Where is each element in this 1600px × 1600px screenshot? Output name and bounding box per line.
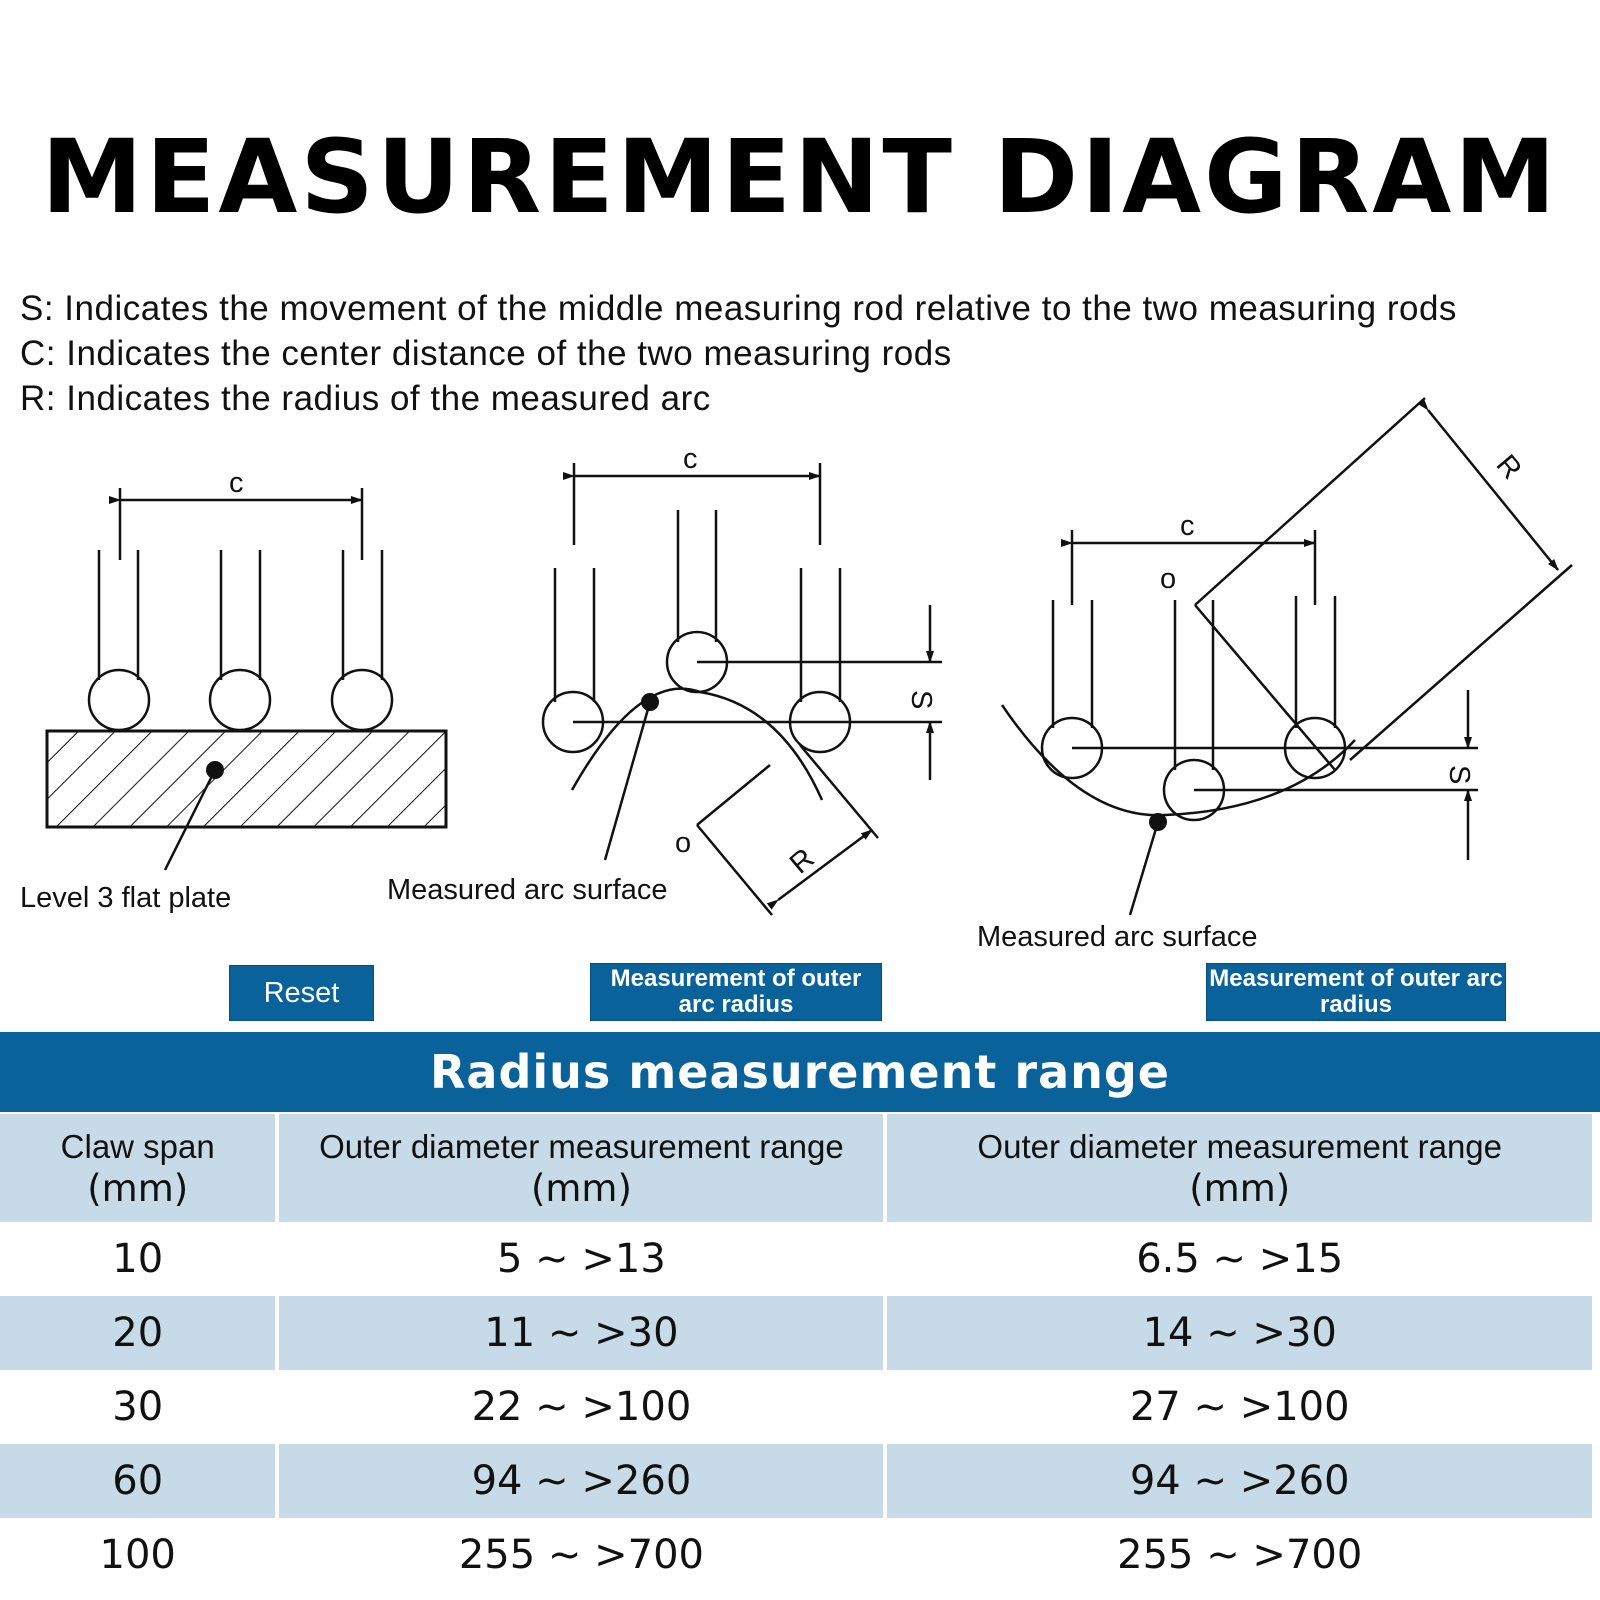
flat-plate-diagram: [47, 488, 446, 870]
cell-range-2: 94 ~ >260: [887, 1444, 1592, 1518]
cell-claw-span: 60: [0, 1444, 275, 1518]
measuring-rod-left: [1042, 600, 1102, 778]
cell-claw-span: 20: [0, 1296, 275, 1370]
measuring-rod-right: [1285, 596, 1345, 778]
cell-range-2: 14 ~ >30: [887, 1296, 1592, 1370]
label-c-2: c: [683, 443, 698, 475]
measuring-rod-left: [89, 550, 149, 730]
caption-arc-2: Measured arc surface: [977, 921, 1258, 953]
table-row: [0, 1296, 1592, 1370]
measuring-rod-middle: [210, 550, 270, 730]
label-c-1: c: [229, 467, 244, 499]
cell-range-1: 22 ~ >100: [279, 1370, 883, 1444]
table-row: [0, 1518, 1592, 1592]
header-claw-span: Claw span (mm): [0, 1114, 275, 1222]
label-r-3: R: [1489, 448, 1528, 486]
table-header-row: [0, 1114, 1592, 1222]
outer-arc-diagram: [543, 463, 942, 915]
table-title: Radius measurement range: [0, 1032, 1600, 1112]
cell-claw-span: 30: [0, 1370, 275, 1444]
legend-c: C: Indicates the center distance of the two measuring rods: [20, 334, 952, 373]
dimension-r-3: [1428, 410, 1558, 570]
cell-range-1: 255 ~ >700: [279, 1518, 883, 1592]
cell-claw-span: 100: [0, 1518, 275, 1592]
cell-range-1: 5 ~ >13: [279, 1222, 883, 1296]
measuring-rod-right: [332, 550, 392, 730]
cell-range-1: 94 ~ >260: [279, 1444, 883, 1518]
caption-flat-plate: Level 3 flat plate: [20, 882, 232, 914]
outer-arc-radius-button-2[interactable]: Measurement of outer arc radius: [1206, 963, 1506, 1021]
table-row: [0, 1222, 1592, 1296]
legend-r: R: Indicates the radius of the measured arc: [20, 379, 711, 418]
label-c-3: c: [1180, 510, 1195, 542]
measuring-rod-right: [790, 568, 850, 752]
label-o-2: o: [675, 827, 692, 859]
cell-range-1: 11 ~ >30: [279, 1296, 883, 1370]
label-o-3: o: [1160, 563, 1177, 595]
label-s-2: S: [905, 690, 937, 710]
reset-button[interactable]: Reset: [229, 965, 374, 1021]
header-outer-range-1: Outer diameter measurement range (mm): [279, 1114, 883, 1222]
label-s-3: S: [1443, 765, 1475, 785]
measuring-rod-middle: [1164, 600, 1224, 820]
inner-arc-diagram: [1002, 398, 1572, 915]
cell-claw-span: 10: [0, 1222, 275, 1296]
outer-arc-radius-button[interactable]: Measurement of outer arc radius: [590, 963, 882, 1021]
legend-s: S: Indicates the movement of the middle measuring rod relative to the two measuring rods: [20, 289, 1457, 328]
table-row: [0, 1444, 1592, 1518]
radius-range-table: [0, 1114, 1596, 1592]
label-r-2: R: [783, 842, 821, 881]
measuring-rod-left: [543, 568, 603, 752]
measuring-rod-middle: [667, 510, 727, 692]
caption-arc-1: Measured arc surface: [387, 874, 668, 906]
header-outer-range-2: Outer diameter measurement range (mm): [887, 1114, 1592, 1222]
cell-range-2: 6.5 ~ >15: [887, 1222, 1592, 1296]
cell-range-2: 27 ~ >100: [887, 1370, 1592, 1444]
table-row: [0, 1370, 1592, 1444]
flat-plate: [47, 731, 446, 827]
measured-arc: [572, 689, 822, 800]
cell-range-2: 255 ~ >700: [887, 1518, 1592, 1592]
page-title: MEASUREMENT DIAGRAM: [41, 118, 1559, 237]
